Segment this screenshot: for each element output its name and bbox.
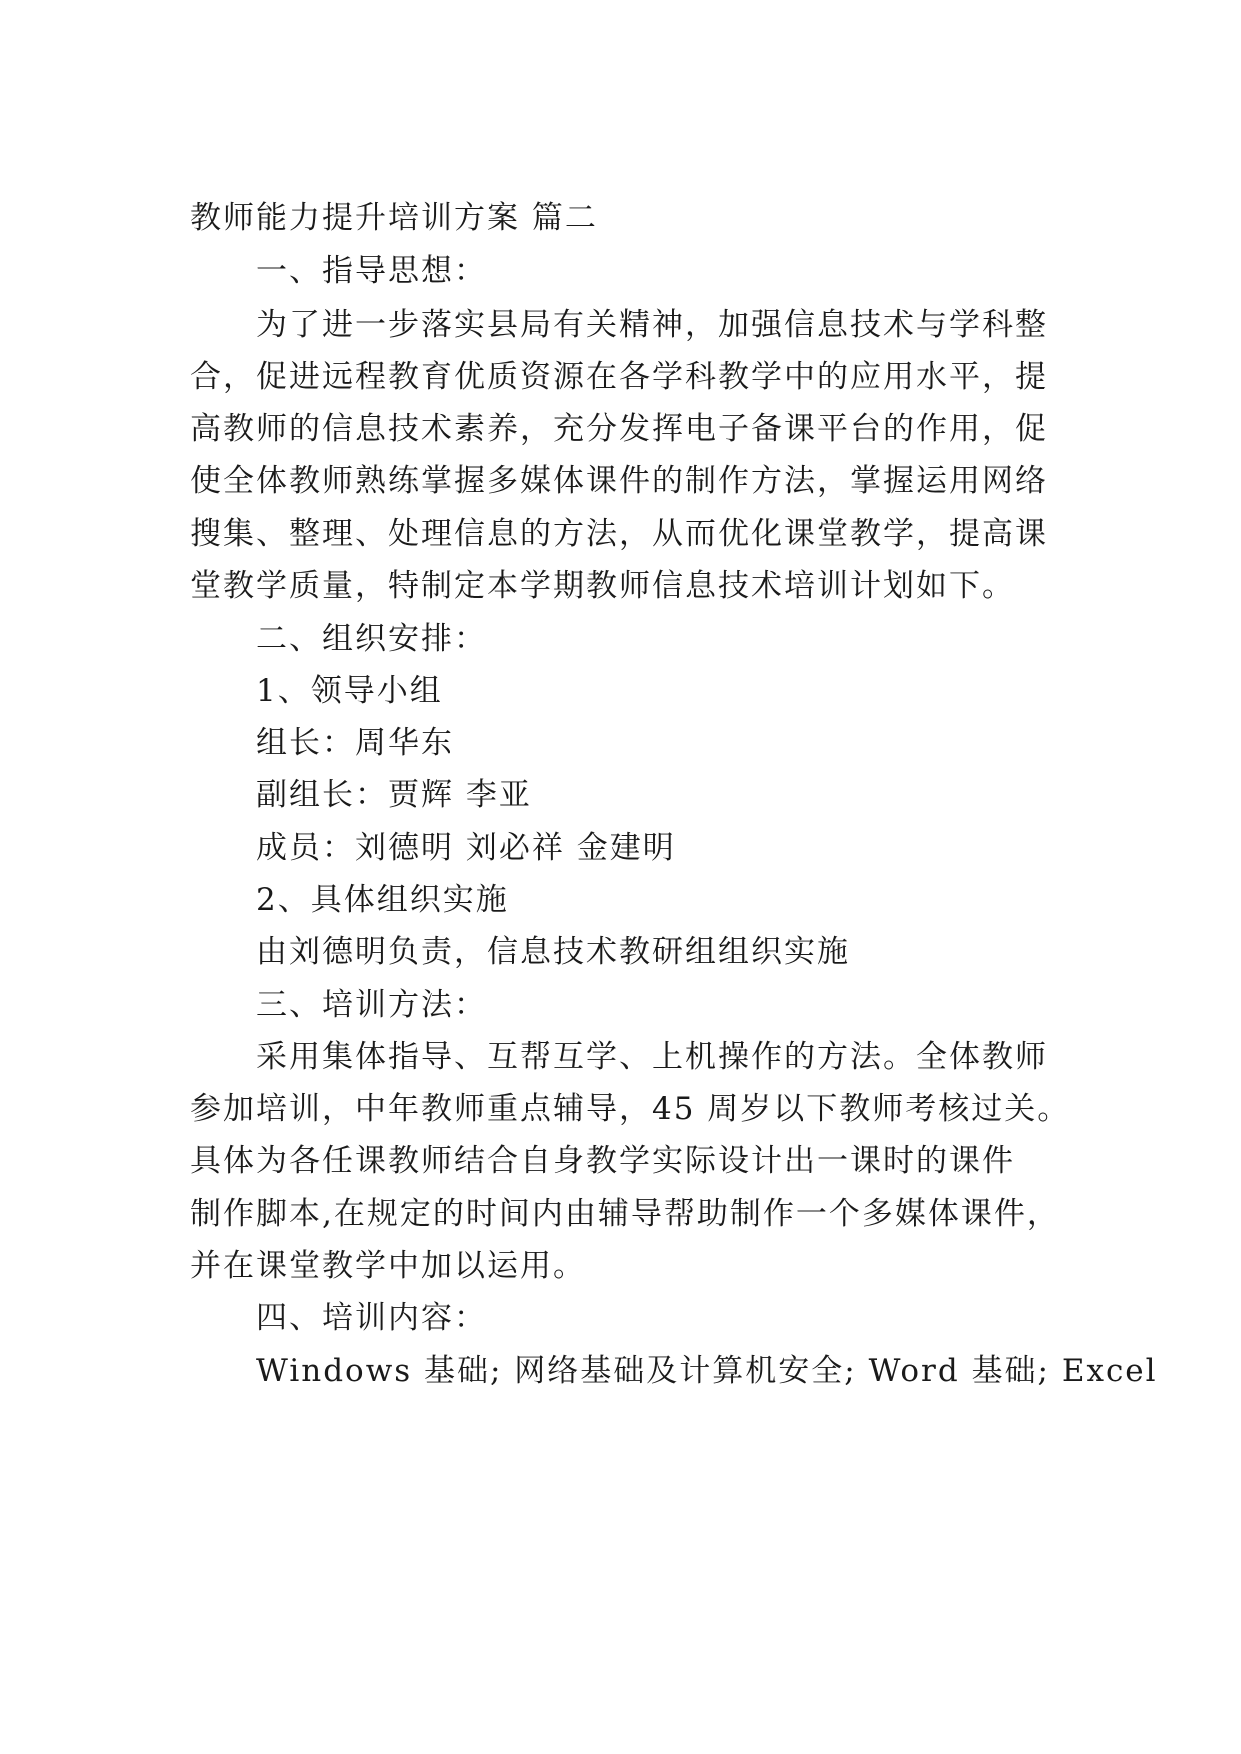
section2-subheading-leadership: 1、领导小组 [256,673,443,709]
section3-paragraph-line: 并在课堂教学中加以运用。 [190,1248,586,1284]
section3-paragraph-line: 制作脚本,在规定的时间内由辅导帮助制作一个多媒体课件， [190,1196,1060,1232]
section3-heading: 三、培训方法： [256,987,487,1023]
section3-paragraph-line: 具体为各任课教师结合自身教学实际设计出一课时的课件 [190,1143,1015,1179]
section1-paragraph-line: 为了进一步落实县局有关精神，加强信息技术与学科整 [256,307,1048,343]
section1-paragraph-line: 高教师的信息技术素养，充分发挥电子备课平台的作用，促 [190,411,1048,447]
section2-members: 成员：刘德明 刘必祥 金建明 [256,830,676,866]
section2-deputy: 副组长：贾辉 李亚 [256,777,532,813]
section2-heading: 二、组织安排： [256,621,487,657]
section1-paragraph-line: 堂教学质量，特制定本学期教师信息技术培训计划如下。 [190,568,1015,604]
section1-paragraph-line: 搜集、整理、处理信息的方法，从而优化课堂教学，提高课 [190,516,1048,552]
document-title: 教师能力提升培训方案 篇二 [190,200,598,236]
section1-paragraph-line: 使全体教师熟练掌握多媒体课件的制作方法，掌握运用网络 [190,463,1048,499]
section4-paragraph-line: Windows 基础; 网络基础及计算机安全; Word 基础; Excel [256,1353,1158,1389]
section2-subheading-implementation: 2、具体组织实施 [256,882,509,918]
section2-leader: 组长：周华东 [256,725,454,761]
section1-paragraph-line: 合，促进远程教育优质资源在各学科教学中的应用水平，提 [190,359,1048,395]
section3-paragraph-line: 采用集体指导、互帮互学、上机操作的方法。全体教师 [256,1039,1048,1075]
section2-implementation: 由刘德明负责，信息技术教研组组织实施 [256,934,850,970]
section3-paragraph-line: 参加培训，中年教师重点辅导，45 周岁以下教师考核过关。 [190,1091,1071,1127]
section1-heading: 一、指导思想： [256,253,487,289]
section4-heading: 四、培训内容： [256,1300,487,1336]
